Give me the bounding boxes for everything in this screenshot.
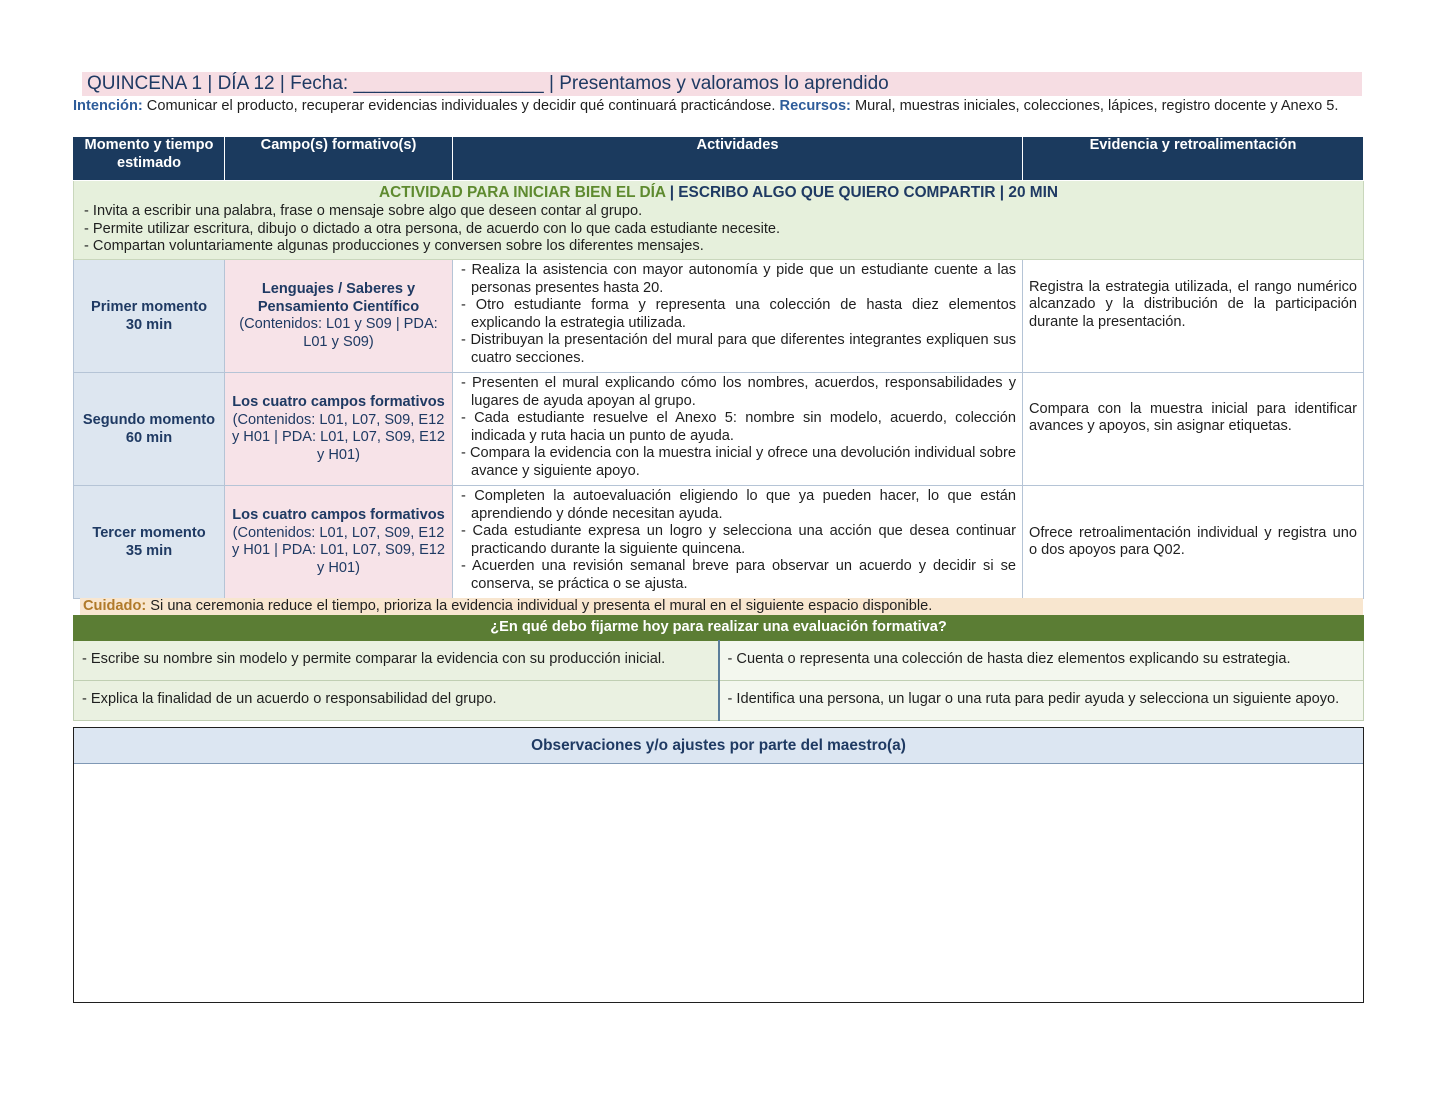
table-row	[74, 373, 1364, 486]
header-evidence: Evidencia y retroalimentación	[1023, 137, 1364, 181]
table-row	[74, 486, 1364, 599]
table-row	[74, 260, 1364, 373]
evaluation-item: - Identifica una persona, un lugar o una ruta para pedir ayuda y selecciona un siguiente apoyo.	[727, 691, 1340, 708]
evaluation-item-cell	[719, 641, 1364, 681]
moment-cell	[74, 373, 225, 486]
header-campo: Campo(s) formativo(s)	[225, 137, 453, 181]
moment-time: 30 min	[125, 317, 173, 333]
campo-detail: (Contenidos: L01, L07, S09, E12 y H01 | PDA: L01, L07, S09, E12 y H01)	[231, 524, 446, 576]
title-suffix: | Presentamos y valoramos lo aprendido	[543, 73, 889, 94]
evaluation-table	[73, 615, 1364, 721]
activity-item: - Otro estudiante forma y representa una colección de hasta diez elementos explicando la estrategia utilizada.	[461, 297, 1016, 331]
evidence-cell	[1023, 373, 1364, 486]
evaluation-item-cell	[74, 641, 719, 681]
moment-cell	[74, 260, 225, 373]
campo-detail: (Contenidos: L01, L07, S09, E12 y H01 | PDA: L01, L07, S09, E12 y H01)	[231, 411, 446, 463]
activity-item: - Completen la autoevaluación eligiendo lo que ya pueden hacer, lo que están aprendiendo y dónde necesitan ayuda.	[461, 488, 1016, 522]
campo-name: Lenguajes / Saberes y Pensamiento Científico	[257, 281, 420, 315]
activity-item: - Cada estudiante resuelve el Anexo 5: nombre sin modelo, acuerdo, colección indicada y ruta hacia un punto de ayuda.	[461, 410, 1016, 444]
evaluation-row	[74, 641, 1364, 681]
evaluation-header-row	[74, 616, 1364, 641]
activities-cell	[453, 373, 1023, 486]
observations-box[interactable]	[73, 727, 1364, 1003]
table-header-row	[74, 137, 1364, 181]
evaluation-item-cell	[74, 681, 719, 721]
evidence-text: Ofrece retroalimentación individual y registra uno o dos apoyos para Q02.	[1029, 524, 1357, 558]
start-activity-title	[84, 183, 1353, 203]
evaluation-item: - Escribe su nombre sin modelo y permite comparar la evidencia con su producción inicial.	[82, 651, 666, 668]
cuidado-note	[80, 598, 1363, 615]
campo-name: Los cuatro campos formativos	[232, 394, 445, 410]
evidence-text: Compara con la muestra inicial para identificar avances y apoyos, sin asignar etiquetas.	[1029, 400, 1357, 434]
activity-item: - Cada estudiante expresa un logro y selecciona una acción que desea continuar practicando durante la siguiente quincena.	[461, 523, 1016, 557]
intention-paragraph	[73, 98, 1373, 116]
header-moment: Momento y tiempo estimado	[74, 137, 225, 181]
page-title	[87, 73, 889, 95]
start-activity-cell	[74, 181, 1364, 260]
start-activity-line: - Permite utilizar escritura, dibujo o dictado a otra persona, de acuerdo con lo que cada estudiante necesite.	[84, 220, 781, 237]
campo-cell	[225, 486, 453, 599]
moment-cell	[74, 486, 225, 599]
cuidado-text: Si una ceremonia reduce el tiempo, prioriza la evidencia individual y presenta el mural en el siguiente espacio disponible.	[146, 598, 933, 614]
campo-name: Los cuatro campos formativos	[232, 507, 445, 523]
start-activity-title-navy: | ESCRIBO ALGO QUE QUIERO COMPARTIR | 20 MIN	[665, 184, 1058, 201]
start-activity-line: - Compartan voluntariamente algunas producciones y conversen sobre los diferentes mensajes.	[84, 238, 704, 254]
evidence-cell	[1023, 260, 1364, 373]
observations-title: Observaciones y/o ajustes por parte del maestro(a)	[74, 728, 1363, 764]
evaluation-item: - Cuenta o representa una colección de hasta diez elementos explicando su estrategia.	[727, 651, 1291, 668]
intencion-text: Comunicar el producto, recuperar evidencias individuales y decidir qué continuará practicándose.	[142, 98, 780, 114]
activity-item: - Compara la evidencia con la muestra inicial y ofrece una devolución individual sobre avance y siguiente apoyo.	[461, 445, 1016, 479]
header-activities: Actividades	[453, 137, 1023, 181]
moment-name: Tercer momento	[92, 525, 206, 541]
start-activity-line: - Invita a escribir una palabra, frase o mensaje sobre algo que deseen contar al grupo.	[84, 203, 643, 219]
planning-table	[73, 136, 1364, 599]
moment-time: 60 min	[125, 430, 173, 446]
recursos-label: Recursos:	[779, 98, 851, 114]
campo-cell	[225, 373, 453, 486]
activity-item: - Distribuyan la presentación del mural para que diferentes integrantes expliquen sus cuatro secciones.	[461, 332, 1016, 366]
campo-detail: (Contenidos: L01 y S09 | PDA: L01 y S09)	[239, 316, 438, 350]
moment-time: 35 min	[125, 543, 173, 559]
activity-item: - Realiza la asistencia con mayor autonomía y pide que un estudiante cuente a las personas presentes hasta 20.	[461, 262, 1016, 296]
evaluation-item: - Explica la finalidad de un acuerdo o responsabilidad del grupo.	[82, 691, 497, 708]
cuidado-label: Cuidado:	[83, 598, 147, 614]
evaluation-title: ¿En qué debo fijarme hoy para realizar una evaluación formativa?	[74, 616, 1364, 641]
moment-name: Primer momento	[91, 299, 207, 315]
evaluation-item-cell	[719, 681, 1364, 721]
activities-cell	[453, 486, 1023, 599]
recursos-text: Mural, muestras iniciales, colecciones, lápices, registro docente y Anexo 5.	[850, 98, 1339, 114]
activities-cell	[453, 260, 1023, 373]
title-prefix: QUINCENA 1 | DÍA 12 | Fecha:	[87, 73, 354, 94]
date-blank: __________________	[353, 73, 544, 94]
start-activity-title-green: ACTIVIDAD PARA INICIAR BIEN EL DÍA	[378, 184, 666, 201]
activity-item: - Presenten el mural explicando cómo los nombres, acuerdos, responsabilidades y lugares de ayuda apoyan al grupo.	[461, 375, 1016, 409]
intencion-label: Intención:	[73, 98, 143, 114]
start-activity-row	[74, 181, 1364, 260]
moment-name: Segundo momento	[82, 412, 216, 428]
evidence-text: Registra la estrategia utilizada, el rango numérico alcanzado y la distribución de la participación durante la presentación.	[1029, 278, 1357, 330]
activity-item: - Acuerden una revisión semanal breve para observar un acuerdo y decidir si se conserva, se práctica o se ajusta.	[461, 558, 1016, 592]
evidence-cell	[1023, 486, 1364, 599]
evaluation-row	[74, 681, 1364, 721]
campo-cell	[225, 260, 453, 373]
